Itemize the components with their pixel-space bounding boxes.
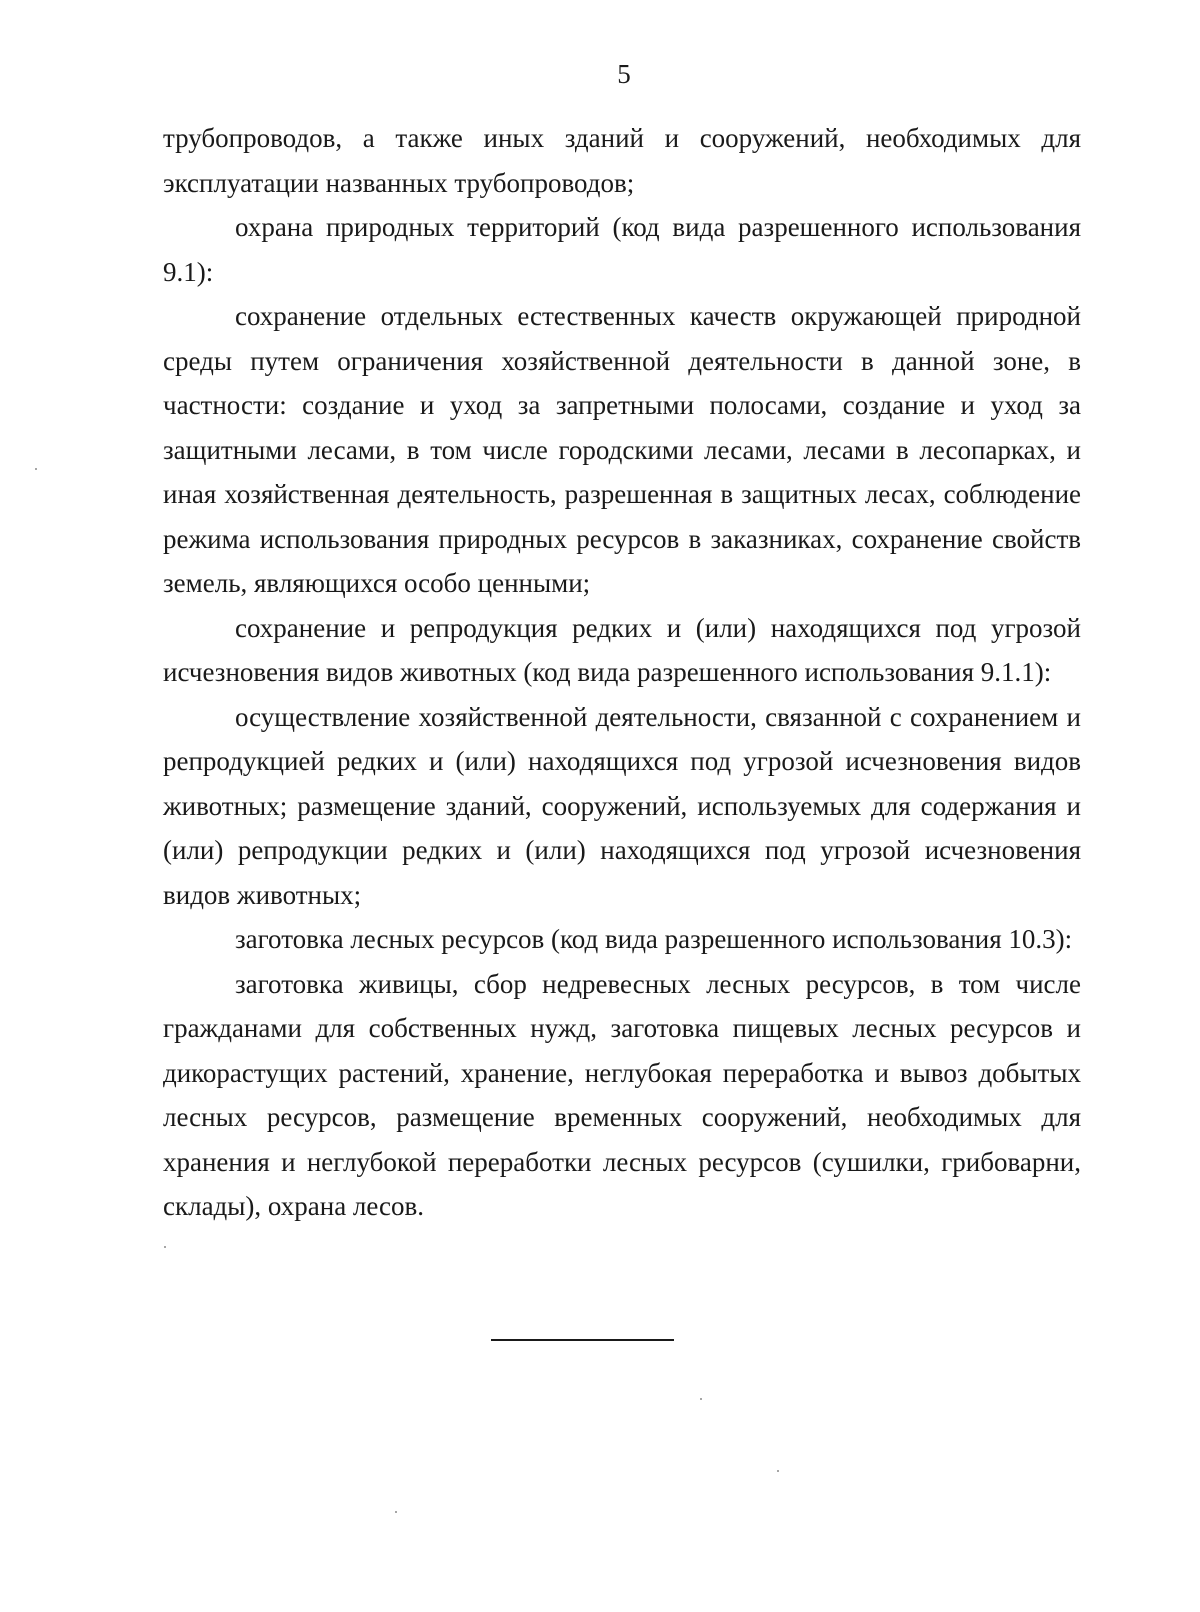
paragraph-animal-conservation-description: осуществление хозяйственной деятельности, связанной с сохранением и репродукцией редких и (или) находящихся под угрозой исчезновения видов животных; размещение зданий, сооружений, используемых для содержания и (или) репродукции редких и (или) находящихся под угрозой исчезновения видов животных; <box>163 701 1081 910</box>
paragraph-continuation: трубопроводов, а также иных зданий и сооружений, необходимых для эксплуатации названных трубопроводов; <box>163 123 1081 198</box>
paragraph-heading-forest-resources: заготовка лесных ресурсов (код вида разрешенного использования 10.3): <box>235 924 1073 954</box>
end-separator-line <box>491 1339 674 1341</box>
paragraph-nature-protection-description: сохранение отдельных естественных качеств окружающей природной среды путем ограничения хозяйственной деятельности в данной зоне, в частности: создание и уход за запретными полосами, создание и уход за защитными лесами, в том числе городскими лесами, лесами в лесопарках, и иная хозяйственная деятельность, разрешенная в защитных лесах, соблюдение режима использования природных ресурсов в заказниках, сохранение свойств земель, являющихся особо ценными; <box>163 301 1081 598</box>
document-body <box>163 116 1081 1229</box>
scan-speck <box>777 1470 779 1472</box>
scan-speck <box>395 1511 397 1513</box>
paragraph-forest-resources-description: заготовка живицы, сбор недревесных лесных ресурсов, в том числе гражданами для собственных нужд, заготовка пищевых лесных ресурсов и дикорастущих растений, хранение, неглубокая переработка и вывоз добытых лесных ресурсов, размещение временных сооружений, необходимых для хранения и неглубокой переработки лесных ресурсов (сушилки, грибоварни, склады), охрана лесов. <box>163 968 1081 1221</box>
paragraph-heading-animal-conservation: сохранение и репродукция редких и (или) находящихся под угрозой исчезновения видов животных (код вида разрешенного использования 9.1.1): <box>163 612 1081 687</box>
scan-speck <box>164 1246 166 1248</box>
page-number: 5 <box>617 59 631 89</box>
scan-speck <box>35 468 37 470</box>
paragraph-heading-nature-protection: охрана природных территорий (код вида разрешенного использования 9.1): <box>163 212 1081 287</box>
scan-speck <box>700 1398 702 1400</box>
